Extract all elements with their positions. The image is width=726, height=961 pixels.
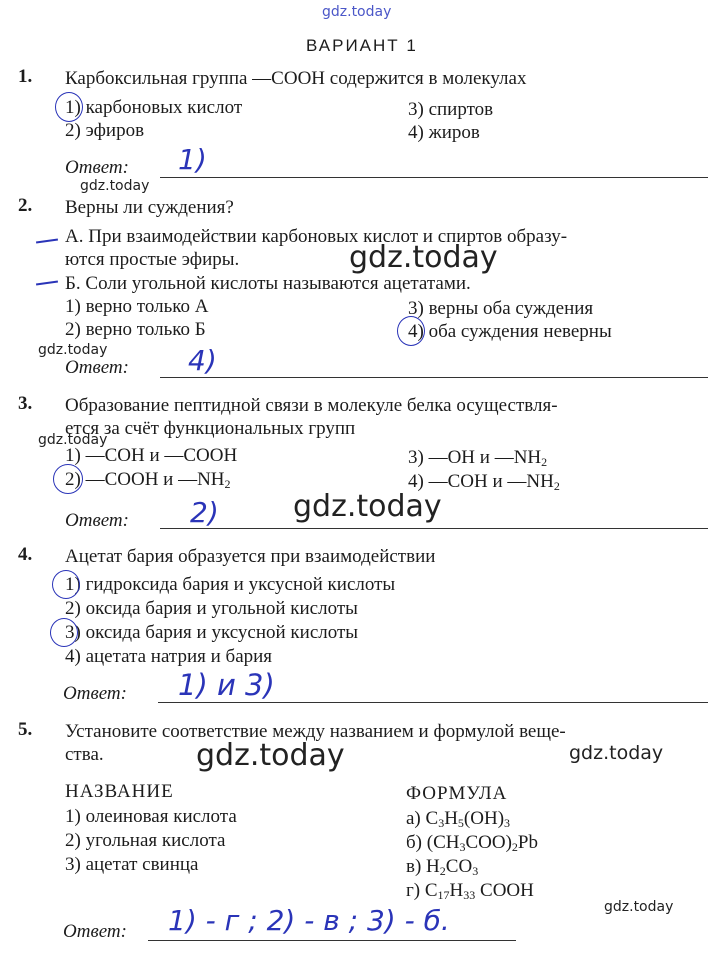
statement-b: Б. Соли угольной кислоты называются ацетатами. bbox=[65, 273, 471, 294]
watermark: gdz.today bbox=[196, 738, 345, 773]
subscript: 2 bbox=[439, 864, 446, 878]
option-2-text: 2) —COOH и —NH bbox=[65, 469, 225, 490]
answer-line bbox=[160, 177, 708, 178]
formula-part: а) C bbox=[406, 808, 439, 829]
subscript: 2 bbox=[553, 479, 560, 493]
column-header-name: НАЗВАНИЕ bbox=[65, 781, 174, 802]
question-number: 3. bbox=[18, 393, 33, 414]
selection-circle bbox=[53, 464, 83, 494]
statement-a: А. При взаимодействии карбоновых кислот и спиртов образу- bbox=[65, 226, 568, 247]
answer-line bbox=[158, 702, 708, 703]
subscript: 2 bbox=[224, 477, 231, 491]
formula-a bbox=[406, 808, 510, 830]
formula-part: H bbox=[444, 808, 458, 829]
answer-label: Ответ: bbox=[65, 357, 129, 378]
answer-line bbox=[148, 940, 516, 941]
option-3 bbox=[408, 447, 547, 469]
name-3: 3) ацетат свинца bbox=[65, 854, 199, 875]
statement-a-cont: ются простые эфиры. bbox=[65, 249, 240, 270]
question-text: Карбоксильная группа —COOH содержится в молекулах bbox=[65, 68, 527, 89]
name-2: 2) угольная кислота bbox=[65, 830, 226, 851]
question-text-cont: ства. bbox=[65, 744, 104, 765]
handwritten-answer: 1) и 3) bbox=[178, 668, 275, 702]
option-1: 1) верно только А bbox=[65, 296, 209, 317]
question-text: Верны ли суждения? bbox=[65, 197, 234, 218]
option-2: 2) верно только Б bbox=[65, 319, 206, 340]
subscript: 3 bbox=[504, 816, 511, 830]
question-text: Ацетат бария образуется при взаимодействии bbox=[65, 546, 436, 567]
formula-c bbox=[406, 856, 478, 878]
option-1: 1) карбоновых кислот bbox=[65, 97, 243, 118]
subscript: 3 bbox=[438, 816, 445, 830]
subscript: 3 bbox=[472, 864, 479, 878]
question-number: 5. bbox=[18, 719, 33, 740]
option-3: 3) спиртов bbox=[408, 99, 494, 120]
subscript: 17 bbox=[437, 888, 450, 902]
option-4: 4) оба суждения неверны bbox=[408, 321, 612, 342]
watermark: gdz.today bbox=[38, 342, 108, 358]
answer-label: Ответ: bbox=[65, 157, 129, 178]
name-1: 1) олеиновая кислота bbox=[65, 806, 237, 827]
formula-part: COO) bbox=[465, 832, 512, 853]
option-3: 3) оксида бария и уксусной кислоты bbox=[65, 622, 359, 643]
answer-label: Ответ: bbox=[63, 921, 127, 942]
option-2 bbox=[65, 469, 231, 491]
option-4-text: 4) —COH и —NH bbox=[408, 471, 554, 492]
selection-circle bbox=[55, 92, 83, 122]
watermark: gdz.today bbox=[569, 742, 664, 764]
formula-part: Pb bbox=[517, 832, 538, 853]
formula-part: б) (CH bbox=[406, 832, 460, 853]
selection-circle bbox=[397, 316, 425, 346]
question-number: 1. bbox=[18, 66, 33, 87]
handwritten-dash bbox=[36, 280, 58, 285]
answer-label: Ответ: bbox=[65, 510, 129, 531]
option-4: 4) жиров bbox=[408, 122, 480, 143]
formula-part: CO bbox=[445, 856, 473, 877]
handwritten-answer: 4) bbox=[188, 344, 217, 377]
handwritten-dash bbox=[36, 238, 58, 243]
column-header-formula: ФОРМУЛА bbox=[406, 783, 508, 804]
option-3-text: 3) —OH и —NH bbox=[408, 447, 542, 468]
handwritten-answer: 2) bbox=[190, 496, 219, 529]
subscript: 5 bbox=[457, 816, 464, 830]
formula-part: в) H bbox=[406, 856, 440, 877]
option-1: 1) гидроксида бария и уксусной кислоты bbox=[65, 574, 396, 595]
watermark: gdz.today bbox=[38, 432, 108, 448]
watermark: gdz.today bbox=[293, 489, 442, 524]
selection-circle bbox=[50, 618, 78, 647]
option-4 bbox=[408, 471, 560, 493]
subscript: 2 bbox=[511, 840, 518, 854]
option-2: 2) эфиров bbox=[65, 120, 145, 141]
question-number: 2. bbox=[18, 195, 33, 216]
formula-part: (OH) bbox=[463, 808, 505, 829]
watermark: gdz.today bbox=[604, 899, 674, 915]
formula-b bbox=[406, 832, 538, 854]
formula-part: H bbox=[449, 880, 464, 901]
formula-part: г) C bbox=[406, 880, 438, 901]
answer-line bbox=[160, 528, 708, 529]
subscript: 2 bbox=[541, 455, 548, 469]
subscript: 3 bbox=[459, 840, 466, 854]
watermark: gdz.today bbox=[349, 240, 498, 275]
question-number: 4. bbox=[18, 544, 33, 565]
variant-title: ВАРИАНТ 1 bbox=[306, 36, 418, 55]
watermark-top: gdz.today bbox=[322, 4, 392, 20]
option-3: 3) верны оба суждения bbox=[408, 298, 594, 319]
question-text: Установите соответствие между названием и формулой веще- bbox=[65, 721, 566, 742]
formula-part: COOH bbox=[475, 880, 534, 901]
option-2: 2) оксида бария и угольной кислоты bbox=[65, 598, 358, 619]
handwritten-answer: 1) bbox=[178, 143, 207, 176]
option-4: 4) ацетата натрия и бария bbox=[65, 646, 273, 667]
answer-label: Ответ: bbox=[63, 683, 127, 704]
answer-line bbox=[160, 377, 708, 378]
watermark: gdz.today bbox=[80, 178, 150, 194]
subscript: 33 bbox=[463, 888, 476, 902]
question-text-cont: ется за счёт функциональных групп bbox=[65, 418, 356, 439]
handwritten-answer: 1) - г ; 2) - в ; 3) - б. bbox=[168, 904, 450, 937]
formula-d bbox=[406, 880, 534, 902]
selection-circle bbox=[52, 570, 80, 599]
option-1: 1) —COH и —COOH bbox=[65, 445, 238, 466]
question-text: Образование пептидной связи в молекуле белка осуществля- bbox=[65, 395, 558, 416]
